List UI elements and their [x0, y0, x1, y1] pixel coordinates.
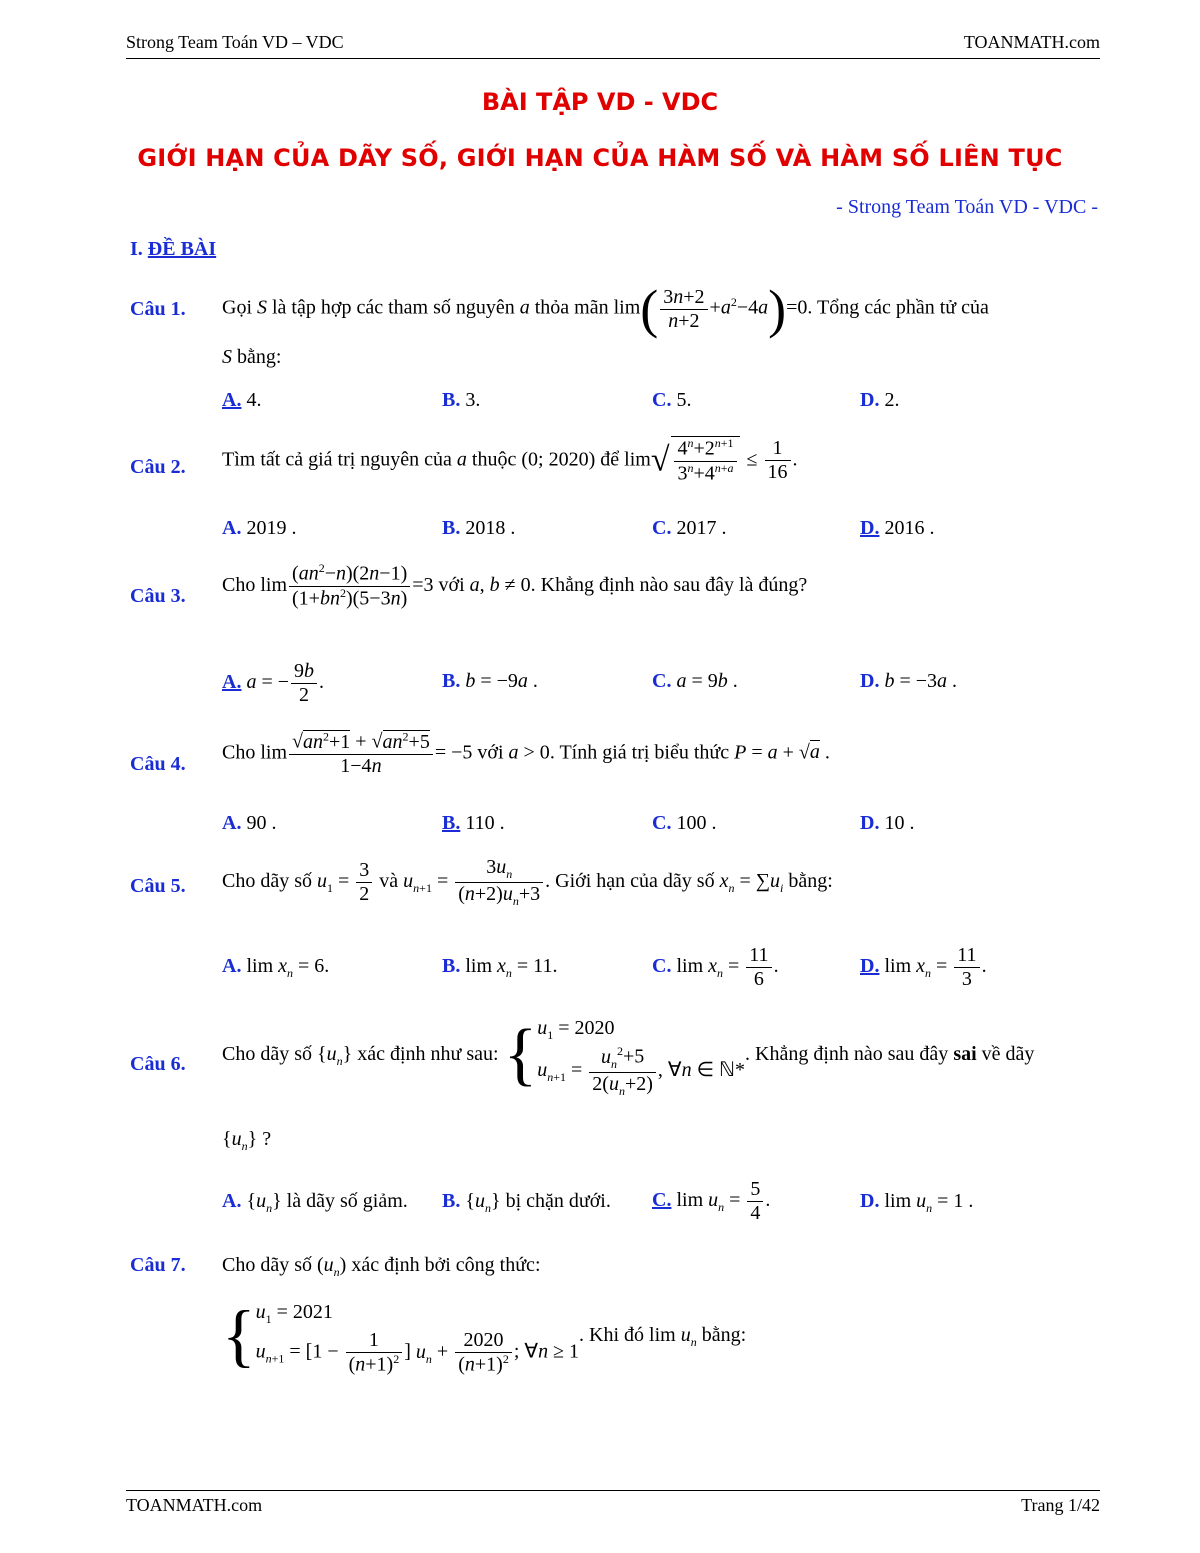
- question-5-text: Cho dãy số $u_1$ = $\frac{3}{2}$ và $u_{n+1}$ = $\frac{3u_n}{(n+2)u_n+3}$ . Giới hạn của dãy số $x_n = \sum u_i$ bằng:: [222, 856, 833, 908]
- option-b: B. $\{u_n\}$ bị chặn dưới.: [442, 1190, 611, 1215]
- option-a: A. $\{u_n\}$ là dãy số giảm.: [222, 1190, 408, 1215]
- option-d: D. 2.: [860, 389, 900, 411]
- document-title: BÀI TẬP VD - VDC: [481, 88, 719, 116]
- question-label: Câu 3.: [130, 585, 186, 607]
- header-left: Strong Team Toán VD – VDC: [126, 32, 344, 52]
- question-3-text: Cho lim $\frac{(an^2-n)(2n-1)}{(1+bn^2)(5-3n)}$ =3 với a, b ≠ 0. Khẳng định nào sau đây là đúng?: [222, 561, 808, 610]
- option-d: D. b = −3a .: [860, 670, 958, 692]
- section-label: ĐỀ BÀI: [147, 238, 217, 260]
- option-c: C. 2017 .: [652, 517, 727, 539]
- option-d: D. $\lim u_n = 1$ .: [860, 1190, 974, 1215]
- question-1-text: Gọi S là tập hợp các tham số nguyên a thỏa mãn lim( $\frac{3n+2}{n+2}$ $+a^2-4a)=0$. Tổng các phần tử của: [222, 279, 989, 339]
- question-label: Câu 5.: [130, 875, 186, 897]
- option-b: B. 2018 .: [442, 517, 516, 539]
- page-number: Trang 1/42: [1021, 1495, 1100, 1515]
- question-4-text: Cho lim $\frac{√an^2+1 + √an^2+5}{1-4n}$ = −5 với a > 0. Tính giá trị biểu thức P = a + √a .: [222, 729, 830, 777]
- question-label: Câu 7.: [130, 1254, 186, 1276]
- option-b: B. 3.: [442, 389, 481, 411]
- option-a: A. a = − $\frac{9b}{2}$ .: [222, 660, 325, 706]
- option-d: D. 2016 .: [860, 517, 935, 539]
- question-6-text-cont: $\{u_n\}$ ?: [222, 1128, 272, 1153]
- section-heading: [130, 238, 216, 261]
- option-a: A. 2019 .: [222, 517, 297, 539]
- section-number: I.: [130, 238, 143, 260]
- header-right: TOANMATH.com: [963, 32, 1100, 52]
- option-d: D. $\lim x_n$ = $\frac{11}{3}$ .: [860, 944, 987, 990]
- option-a: A. 4.: [222, 389, 262, 411]
- option-d: D. 10 .: [860, 812, 915, 834]
- question-label: Câu 6.: [130, 1053, 186, 1075]
- page-footer: [126, 1490, 1100, 1516]
- question-1-text-cont: S bằng:: [222, 346, 282, 368]
- option-c: C. 100 .: [652, 812, 717, 834]
- question-label: Câu 2.: [130, 456, 186, 478]
- page-header: [126, 32, 1100, 59]
- option-b: B. 110 .: [442, 812, 505, 834]
- footer-left: TOANMATH.com: [126, 1495, 263, 1515]
- question-2-text: Tìm tất cả giá trị nguyên của a thuộc (0; 2020) để lim√ $\frac{4^n+2^{n+1}}{3^n+4^{n+a}}$ ≤ $\frac{1}{16}$ .: [222, 436, 798, 485]
- question-label: Câu 4.: [130, 753, 186, 775]
- option-a: A. $\lim x_n = 6$.: [222, 955, 330, 980]
- question-7-text: Cho dãy số $(u_n)$ xác định bởi công thức:: [222, 1254, 541, 1279]
- team-credit: - Strong Team Toán VD - VDC -: [836, 196, 1098, 218]
- option-c: C. $\lim x_n$ = $\frac{11}{6}$ .: [652, 944, 779, 990]
- option-a: A. 90 .: [222, 812, 277, 834]
- document-subtitle: GIỚI HẠN CỦA DÃY SỐ, GIỚI HẠN CỦA HÀM SỐ VÀ HÀM SỐ LIÊN TỤC: [137, 144, 1063, 172]
- question-6-text: Cho dãy số $\{u_n\}$ xác định như sau: { $u_1 = 2020$ $u_{n+1}$ = $\frac{u_n^2+5}{2(u_n+2)}$ , ∀n ∈ ℕ* . Khẳng định nào sau đây sai về dãy: [222, 1016, 1035, 1098]
- option-c: C. $\lim u_n$ = $\frac{5}{4}$ .: [652, 1178, 771, 1224]
- option-b: B. b = −9a .: [442, 670, 538, 692]
- option-b: B. $\lim x_n = 11$.: [442, 955, 558, 980]
- question-7-system: { $u_1 = 2021$ $u_{n+1} = [1$ − $\frac{1}{(n+1)^2}$ ] $u_n$ + $\frac{2020}{(n+1)^2}$ ; ∀n ≥ 1 . Khi đó $\lim u_n$ bằng:: [222, 1297, 747, 1376]
- option-c: C. a = 9b .: [652, 670, 738, 692]
- option-c: C. 5.: [652, 389, 692, 411]
- question-label: Câu 1.: [130, 298, 186, 320]
